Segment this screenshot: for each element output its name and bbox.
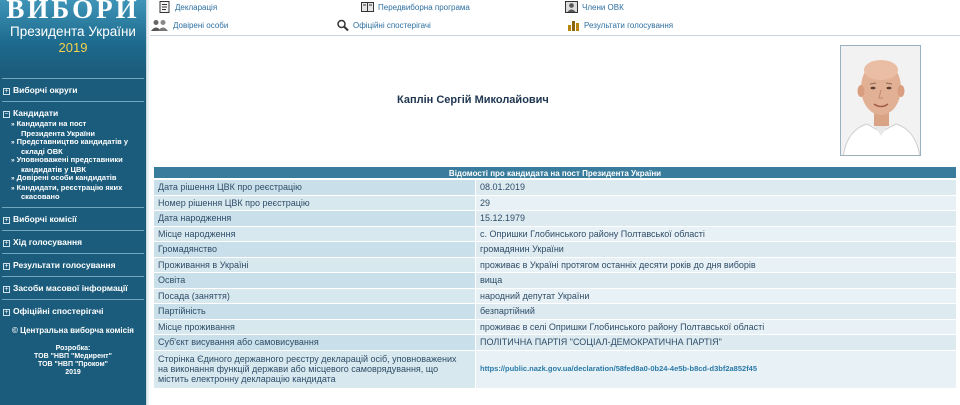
- logo-title: ВИБОРИ: [6, 0, 140, 24]
- declaration-label-line: містить електронну декларацію кандидата: [158, 374, 336, 384]
- sidebar-border: [146, 0, 149, 405]
- logo-year: 2019: [58, 40, 88, 55]
- table-row: [154, 242, 957, 258]
- table-row: [154, 195, 957, 211]
- candidate-top-nav: [150, 0, 960, 36]
- double-arrow-icon: »: [11, 175, 15, 182]
- sidebar-item-commissions[interactable]: [0, 208, 146, 230]
- double-arrow-icon: »: [11, 139, 15, 146]
- elections-logo[interactable]: [0, 0, 146, 72]
- declaration-icon: [158, 1, 171, 13]
- row-label: Проживання в Україні: [154, 257, 476, 273]
- row-value: проживає в Україні протягом останніх десяти років до дня виборів: [476, 257, 957, 273]
- table-caption: Відомості про кандидата на пост Президента України: [153, 166, 957, 179]
- row-value: 08.01.2019: [476, 180, 957, 196]
- main-content: [150, 0, 960, 405]
- submenu-item-label: Довірені особи кандидатів: [16, 173, 117, 182]
- developer-year: 2019: [65, 368, 81, 376]
- row-label: Місце проживання: [154, 319, 476, 335]
- expand-icon: +: [4, 308, 9, 316]
- row-value: ПОЛІТИЧНА ПАРТІЯ "СОЦІАЛ-ДЕМОКРАТИЧНА ПАРТІЯ": [476, 335, 957, 351]
- expand-icon: +: [4, 239, 9, 247]
- results-chart-icon: [567, 19, 580, 31]
- sidebar-item-observers[interactable]: [0, 300, 146, 322]
- sidebar-item-label: Результати голосування: [13, 259, 116, 270]
- sidebar-item-label: Засоби масової інформації: [13, 282, 128, 293]
- row-label: Дата народження: [154, 211, 476, 227]
- declaration-link[interactable]: https://public.nazk.gov.ua/declaration/58fed8a0-0b24-4e5b-b8cd-d3bf2a852f45: [476, 350, 957, 388]
- row-label: Місце народження: [154, 226, 476, 242]
- table-row: [154, 226, 957, 242]
- nav-link-label: Члени ОВК: [582, 3, 624, 12]
- submenu-item-label: Кандидати, реєстрацію яких: [16, 182, 123, 192]
- double-arrow-icon: »: [11, 184, 15, 192]
- program-icon: [361, 1, 374, 13]
- row-value: с. Опришки Глобинського району Полтавської області: [476, 226, 957, 242]
- nav-link-label: Передвиборна програма: [378, 3, 470, 12]
- submenu-item-label: Уповноважені представники: [16, 155, 123, 164]
- double-arrow-icon: »: [11, 157, 15, 164]
- table-row: [154, 180, 957, 196]
- submenu-item-label: Представництво кандидатів у: [16, 137, 129, 146]
- sidebar-item-results[interactable]: [0, 254, 146, 276]
- expand-icon: +: [4, 88, 9, 95]
- sidebar-item-label: Виборчі округи: [13, 85, 78, 95]
- table-row: [154, 211, 957, 227]
- row-value: народний депутат України: [476, 288, 957, 304]
- logo-subtitle: Президента України: [10, 24, 136, 39]
- table-row: [154, 335, 957, 351]
- row-label: Номер рішення ЦВК про реєстрацію: [154, 195, 476, 211]
- candidate-photo: [840, 45, 921, 156]
- row-label: Громадянство: [154, 242, 476, 258]
- row-value: безпартійний: [476, 304, 957, 320]
- row-label: Освіта: [154, 273, 476, 289]
- developer-label: Розробка:: [55, 344, 91, 352]
- submenu-item-label: Кандидати на пост: [16, 119, 87, 128]
- trusted-persons-icon: [151, 19, 169, 31]
- nav-link-label: Довірені особи: [173, 21, 229, 30]
- collapse-icon: −: [4, 111, 9, 118]
- table-row: [154, 288, 957, 304]
- submenu-item-label-cont: кандидатів у ЦВК: [21, 164, 86, 174]
- sidebar-item-candidates[interactable]: [0, 102, 146, 120]
- table-row: [154, 304, 957, 320]
- submenu-item-ovk-representation[interactable]: [0, 138, 146, 156]
- double-arrow-icon: »: [11, 121, 15, 128]
- candidate-info-table: [153, 166, 957, 389]
- candidates-submenu: [0, 120, 146, 207]
- sidebar-item-voting-progress[interactable]: [0, 231, 146, 253]
- row-value: 29: [476, 195, 957, 211]
- table-row: [154, 319, 957, 335]
- candidate-name: Каплін Сергій Миколайович: [397, 94, 549, 106]
- row-label: Партійність: [154, 304, 476, 320]
- expand-icon: +: [4, 285, 9, 293]
- declaration-row-label: [154, 350, 476, 388]
- expand-icon: +: [4, 216, 9, 224]
- table-row-declaration: [154, 350, 957, 388]
- row-value: проживає в селі Опришки Глобинського району Полтавської області: [476, 319, 957, 335]
- expand-icon: +: [4, 262, 9, 270]
- ovk-members-icon: [565, 1, 578, 13]
- declaration-label-line: Сторінка Єдиного державного реєстру декларацій осіб, уповноважених: [158, 354, 457, 364]
- observers-icon: [336, 19, 349, 31]
- nav-link-label: Результати голосування: [584, 21, 674, 30]
- nav-link-observers[interactable]: [336, 19, 431, 31]
- submenu-item-label-cont: скасовано: [21, 192, 60, 201]
- table-row: [154, 273, 957, 289]
- row-value: громадянин України: [476, 242, 957, 258]
- nav-link-ovk-members[interactable]: [565, 1, 624, 13]
- nav-link-label: Офіційні спостерігачі: [353, 21, 431, 30]
- nav-link-program[interactable]: [361, 1, 470, 13]
- table-row: [154, 257, 957, 273]
- submenu-item-label-cont: Президента України: [21, 128, 96, 138]
- candidate-portrait: [841, 46, 921, 156]
- sidebar-item-label: Офіційні спостерігачі: [13, 305, 104, 316]
- nav-link-label: Декларація: [175, 3, 218, 12]
- sidebar-footer: [0, 322, 146, 377]
- developer-1: ТОВ "НВП "Медирент": [34, 352, 112, 360]
- developer-2: ТОВ "НВП "Проком": [38, 360, 108, 368]
- row-value: вища: [476, 273, 957, 289]
- sidebar-item-label: Виборчі комісії: [13, 213, 77, 224]
- row-value: 15.12.1979: [476, 211, 957, 227]
- nav-link-results[interactable]: [567, 19, 673, 31]
- declaration-label-line: на виконання функцій держави або місцевого самоврядування, що: [158, 364, 439, 374]
- row-label: Дата рішення ЦВК про реєстрацію: [154, 180, 476, 196]
- sidebar: [0, 0, 146, 405]
- submenu-item-candidates-president[interactable]: [0, 120, 146, 138]
- nav-link-trusted-persons[interactable]: [151, 19, 228, 31]
- sidebar-item-districts[interactable]: [0, 79, 146, 101]
- row-label: Суб'єкт висування або самовисування: [154, 335, 476, 351]
- sidebar-item-label: Хід голосування: [13, 236, 83, 247]
- sidebar-item-label: Кандидати: [13, 108, 59, 118]
- sidebar-item-media[interactable]: [0, 277, 146, 299]
- submenu-item-cvk-representatives[interactable]: [0, 156, 146, 174]
- submenu-item-label-cont: складі ОВК: [21, 146, 63, 156]
- submenu-item-cancelled-candidates[interactable]: [0, 184, 146, 202]
- nav-link-declaration[interactable]: [158, 1, 217, 13]
- copyright: © Центральна виборча комісія: [12, 325, 134, 335]
- candidate-header: [150, 36, 960, 166]
- row-label: Посада (заняття): [154, 288, 476, 304]
